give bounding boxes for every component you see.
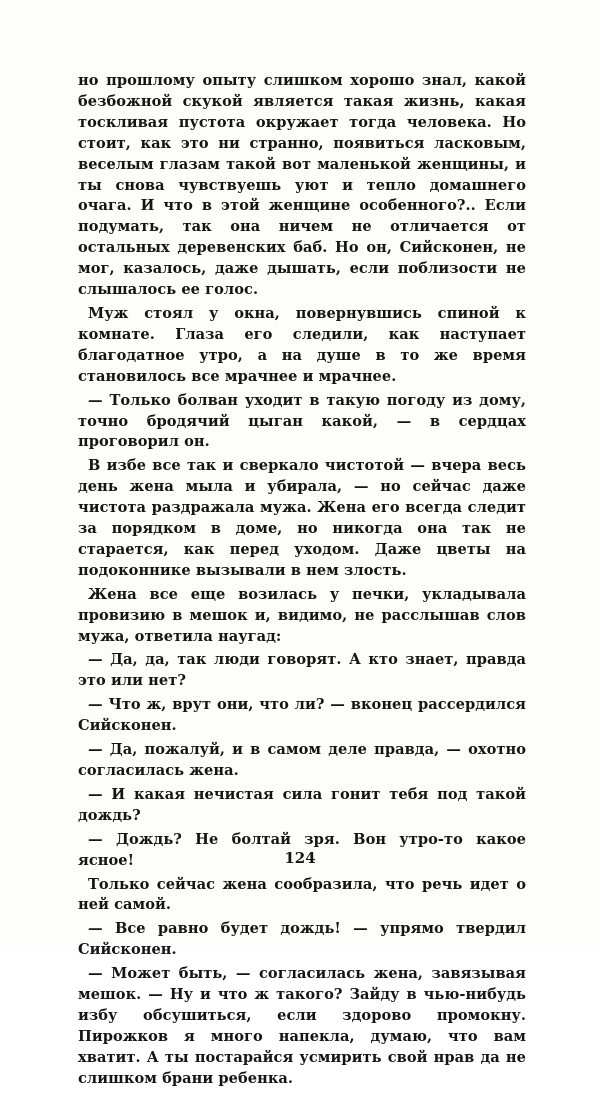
- paragraph: — Дождь? Не болтай зря. Вон утро-то какое ясное!: [78, 830, 526, 869]
- paragraph: но прошлому опыту слишком хорошо знал, какой безбожной скукой является такая жизнь, какая тоскливая пустота окружает тогда человека. Но стоит, как это ни странно, появиться ласковым, веселым глазам такой вот маленькой женщины, и ты снова чувствуешь уют и тепло домашнего очага. И что в этой женщине особенного?.. Если подумать, так она ничем не отличается от остальных деревенских баб. Но он, Сийсконен, не мог, казалось, даже дышать, если поблизости не слышалось ее голос.: [78, 72, 526, 299]
- paragraph: — Что ж, врут они, что ли? — вконец рассердился Сийсконен.: [78, 696, 526, 735]
- paragraph: — Все равно будет дождь! — упрямо твердил Сийсконен.: [78, 920, 526, 959]
- paragraph: — Только болван уходит в такую погоду из дому, точно бродячий цыган какой, — в сердцах проговорил он.: [78, 391, 526, 451]
- paragraph: — Да, пожалуй, и в самом деле правда, — охотно согласилась жена.: [78, 741, 526, 779]
- paragraph: — Может быть, — согласилась жена, завязывая мешок. — Ну и что ж такого? Зайду в чью-нибудь избу обсушиться, если здорово промокну. Пирожков я много напекла, думаю, что вам хватит. А ты постарайся усмирить свой нрав да не слишком брани ребенка.: [78, 965, 526, 1087]
- paragraph: В избе все так и сверкало чистотой — вчера весь день жена мыла и убирала, — но сейчас даже чистота раздражала мужа. Жена его всегда следит за порядком в доме, но никогда она так не старается, как перед уходом. Даже цветы на подоконнике вызывали в нем злость.: [78, 457, 526, 579]
- paragraph: Жена все еще возилась у печки, укладывала провизию в мешок и, видимо, не расслышав слов мужа, ответила наугад:: [78, 585, 526, 645]
- paragraph: — И какая нечистая сила гонит тебя под такой дождь?: [78, 785, 526, 824]
- body-text: [78, 71, 526, 1093]
- page-number: 124: [284, 849, 316, 867]
- paragraph: Только сейчас жена сообразила, что речь идет о ней самой.: [78, 875, 526, 914]
- paragraph: Муж стоял у окна, повернувшись спиной к комнате. Глаза его следили, как наступает благодатное утро, а на душе в то же время становилось все мрачнее и мрачнее.: [78, 304, 526, 385]
- paragraph: — Да, да, так люди говорят. А кто знает, правда это или нет?: [78, 651, 526, 690]
